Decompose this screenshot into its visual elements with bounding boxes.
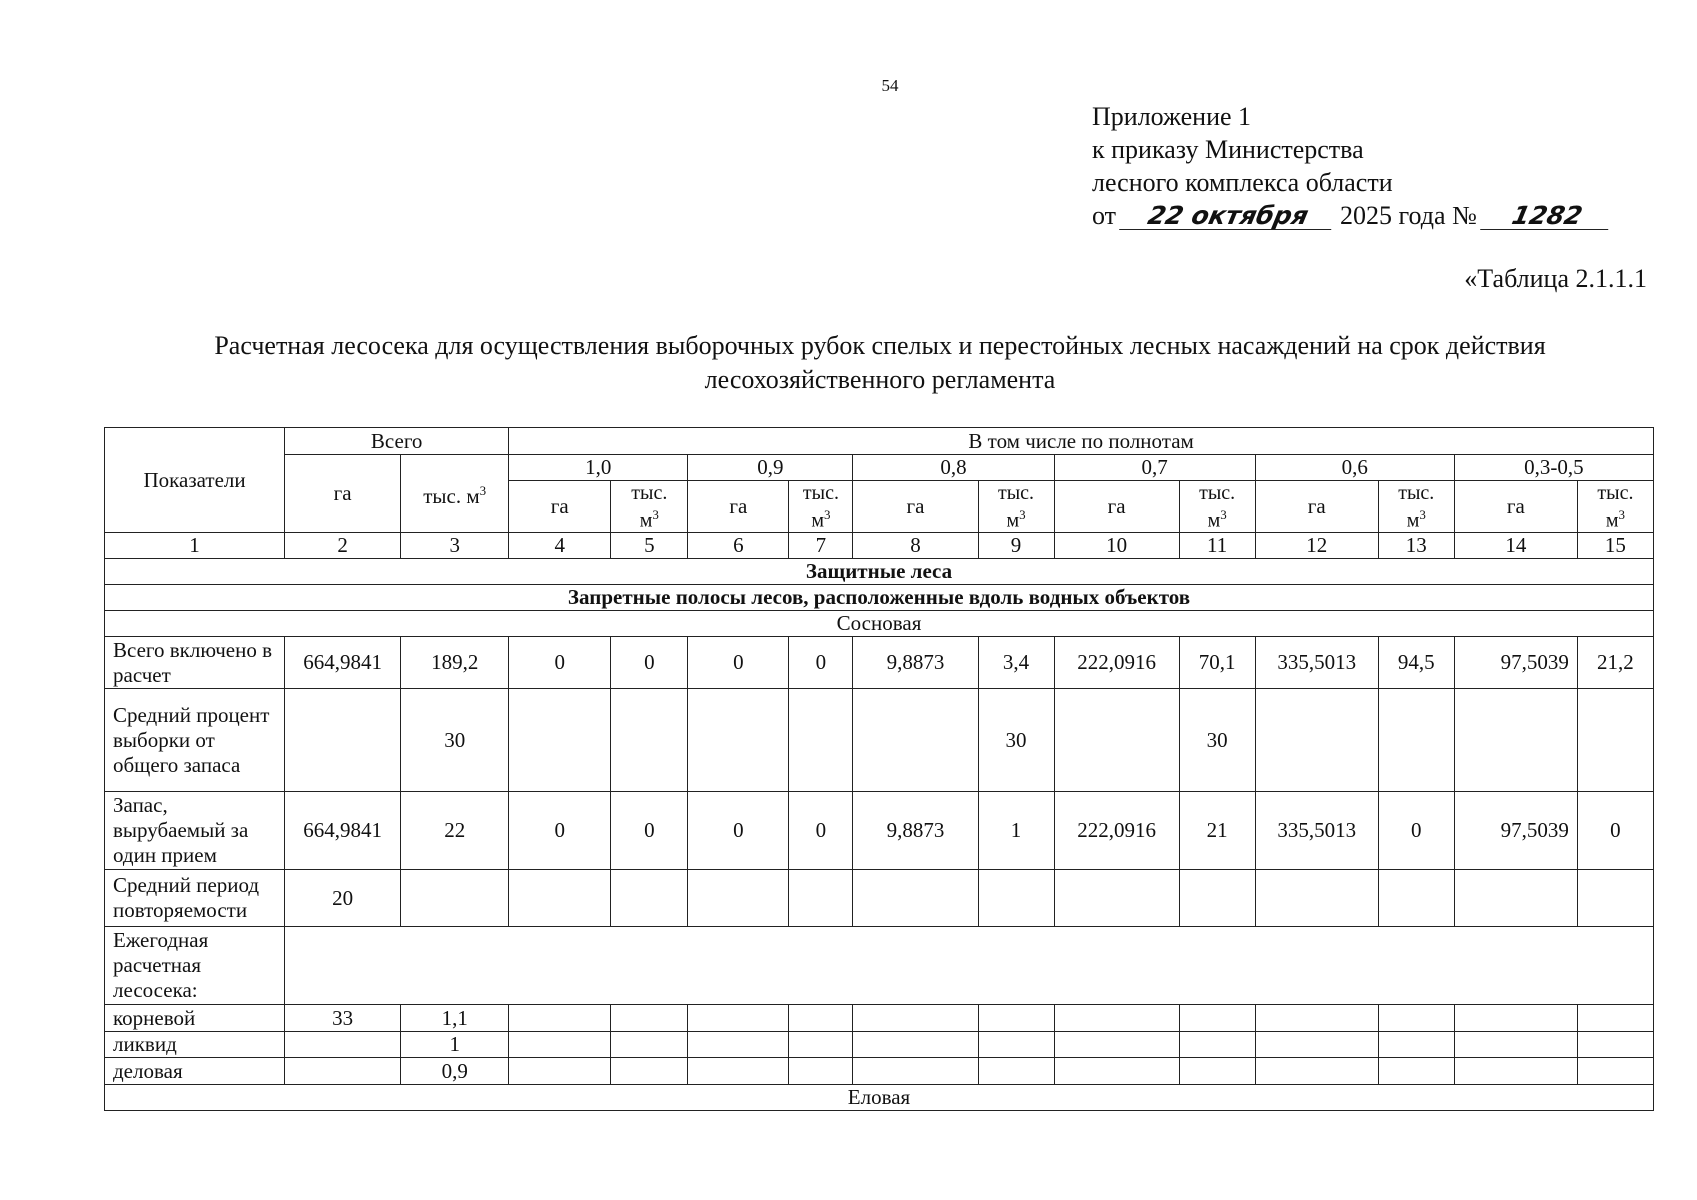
table-cell: 1 xyxy=(978,792,1054,870)
table-cell xyxy=(688,870,789,927)
table-cell xyxy=(789,1005,853,1032)
column-number: 1 xyxy=(105,533,285,559)
table-cell xyxy=(1255,1005,1378,1032)
handwritten-order-number: 1282 xyxy=(1480,203,1614,230)
column-number: 15 xyxy=(1577,533,1653,559)
table-cell xyxy=(1378,870,1454,927)
header-ha: га xyxy=(1255,481,1378,533)
header-volume: тыс. $м^3$ xyxy=(1378,481,1454,533)
appendix-year: 2025 года № xyxy=(1340,201,1477,230)
table-cell: 0 xyxy=(789,637,853,689)
column-number: 12 xyxy=(1255,533,1378,559)
header-row-1 xyxy=(105,428,1654,455)
section-row-strips xyxy=(105,585,1654,611)
section-row-protective xyxy=(105,559,1654,585)
header-ha: га xyxy=(853,481,978,533)
table-cell: 0 xyxy=(509,637,611,689)
table-cell xyxy=(1577,1032,1653,1058)
table-cell: 30 xyxy=(1179,689,1255,792)
table-cell xyxy=(611,1058,688,1085)
column-number: 13 xyxy=(1378,533,1454,559)
table-cell xyxy=(611,1005,688,1032)
column-number: 3 xyxy=(401,533,509,559)
table-cell xyxy=(1378,689,1454,792)
table-cell xyxy=(789,1058,853,1085)
table-row xyxy=(105,1032,1654,1058)
table-cell xyxy=(789,1032,853,1058)
header-density-1-0: 1,0 xyxy=(509,455,688,481)
table-cell xyxy=(688,1005,789,1032)
row-label: Запас, вырубаемый за один прием xyxy=(105,792,285,870)
table-cell: 0 xyxy=(688,792,789,870)
table-cell xyxy=(853,689,978,792)
section-forbidden-strips: Запретные полосы лесов, расположенные вдоль водных объектов xyxy=(105,585,1654,611)
table-cell: 335,5013 xyxy=(1255,637,1378,689)
section-protective-forests: Защитные леса xyxy=(105,559,1654,585)
header-ha: га xyxy=(1454,481,1577,533)
row-label: Средний период повторяемости xyxy=(105,870,285,927)
appendix-line-4 xyxy=(1092,199,1611,232)
table-cell xyxy=(1054,1032,1179,1058)
row-label: Всего включено в расчет xyxy=(105,637,285,689)
table-cell: 664,9841 xyxy=(285,637,401,689)
header-ha: га xyxy=(688,481,789,533)
table-cell xyxy=(1255,1032,1378,1058)
document-title: Расчетная лесосека для осуществления выборочных рубок спелых и перестойных лесных насаждений на срок действия лесохозяйственного регламента xyxy=(214,331,1546,394)
table-cell xyxy=(509,870,611,927)
header-indicators: Показатели xyxy=(105,428,285,533)
table-cell xyxy=(1054,1058,1179,1085)
table-cell xyxy=(611,689,688,792)
table-row xyxy=(105,870,1654,927)
row-label: деловая xyxy=(105,1058,285,1085)
page-number: 54 xyxy=(881,76,899,95)
row-label: Ежегодная расчетная лесосека: xyxy=(105,927,285,1005)
column-number: 11 xyxy=(1179,533,1255,559)
row-label: ликвид xyxy=(105,1032,285,1058)
table-cell xyxy=(1577,1005,1653,1032)
table-cell: 189,2 xyxy=(401,637,509,689)
section-spruce: Еловая xyxy=(105,1085,1654,1111)
table-cell: 94,5 xyxy=(1378,637,1454,689)
table-row xyxy=(105,689,1654,792)
column-number: 14 xyxy=(1454,533,1577,559)
table-cell xyxy=(1255,689,1378,792)
table-cell xyxy=(1454,1005,1577,1032)
table-cell: 1 xyxy=(401,1032,509,1058)
header-including: В том числе по полнотам xyxy=(509,428,1654,455)
table-cell xyxy=(1255,1058,1378,1085)
table-cell xyxy=(789,870,853,927)
header-density-0-6: 0,6 xyxy=(1255,455,1454,481)
table-cell: 0 xyxy=(789,792,853,870)
table-cell xyxy=(611,1032,688,1058)
table-cell: 97,5039 xyxy=(1454,792,1577,870)
table-cell: 222,0916 xyxy=(1054,637,1179,689)
section-row-pine xyxy=(105,611,1654,637)
table-cell xyxy=(978,1058,1054,1085)
header-volume: тыс. $м^3$ xyxy=(789,481,853,533)
table-cell: 33 xyxy=(285,1005,401,1032)
header-density-0-8: 0,8 xyxy=(853,455,1054,481)
section-pine: Сосновая xyxy=(105,611,1654,637)
table-cell: 97,5039 xyxy=(1454,637,1577,689)
table-cell xyxy=(688,1058,789,1085)
table-cell: 21,2 xyxy=(1577,637,1653,689)
table-cell: 9,8873 xyxy=(853,637,978,689)
table-cell-merged xyxy=(285,927,1654,1005)
appendix-line-2: к приказу Министерства xyxy=(1092,135,1364,164)
table-cell: 0,9 xyxy=(401,1058,509,1085)
table-cell: 3,4 xyxy=(978,637,1054,689)
header-density-0-7: 0,7 xyxy=(1054,455,1255,481)
appendix-line-1: Приложение 1 xyxy=(1092,102,1252,131)
header-total-volume: тыс. $м^3$ xyxy=(401,455,509,533)
table-cell xyxy=(509,689,611,792)
table-cell xyxy=(853,1032,978,1058)
table-cell xyxy=(1054,870,1179,927)
column-number: 8 xyxy=(853,533,978,559)
table-cell xyxy=(688,1032,789,1058)
table-cell xyxy=(1454,1058,1577,1085)
header-volume: тыс. $м^3$ xyxy=(1179,481,1255,533)
table-cell: 335,5013 xyxy=(1255,792,1378,870)
column-number: 6 xyxy=(688,533,789,559)
table-cell xyxy=(509,1032,611,1058)
section-row-spruce xyxy=(105,1085,1654,1111)
table-cell xyxy=(853,1005,978,1032)
header-density-0-3-0-5: 0,3-0,5 xyxy=(1454,455,1653,481)
appendix-line-3: лесного комплекса области xyxy=(1092,168,1393,197)
table-cell xyxy=(1054,689,1179,792)
table-cell: 0 xyxy=(611,637,688,689)
table-cell xyxy=(285,1032,401,1058)
table-cell: 21 xyxy=(1179,792,1255,870)
table-cell: 30 xyxy=(978,689,1054,792)
table-row xyxy=(105,637,1654,689)
header-total: Всего xyxy=(285,428,509,455)
table-cell xyxy=(1255,870,1378,927)
row-label: Средний процент выборки от общего запаса xyxy=(105,689,285,792)
column-number-row xyxy=(105,533,1654,559)
column-number: 10 xyxy=(1054,533,1179,559)
table-cell xyxy=(1577,1058,1653,1085)
table-cell xyxy=(1179,1005,1255,1032)
table-row xyxy=(105,1005,1654,1032)
table-cell: 664,9841 xyxy=(285,792,401,870)
table-cell xyxy=(1054,1005,1179,1032)
table-cell xyxy=(401,870,509,927)
table-cell xyxy=(978,1032,1054,1058)
table-row xyxy=(105,1058,1654,1085)
table-row xyxy=(105,792,1654,870)
table-cell: 9,8873 xyxy=(853,792,978,870)
table-cell xyxy=(285,1058,401,1085)
column-number: 7 xyxy=(789,533,853,559)
table-cell: 0 xyxy=(509,792,611,870)
table-cell xyxy=(978,870,1054,927)
handwritten-date: 22 октября xyxy=(1119,203,1337,230)
table-cell xyxy=(853,870,978,927)
table-cell: 0 xyxy=(688,637,789,689)
table-cell xyxy=(853,1058,978,1085)
column-number: 2 xyxy=(285,533,401,559)
header-volume: тыс. $м^3$ xyxy=(1577,481,1653,533)
table-cell xyxy=(1577,689,1653,792)
table-cell xyxy=(789,689,853,792)
column-number: 9 xyxy=(978,533,1054,559)
table-row xyxy=(105,927,1654,1005)
table-cell xyxy=(1378,1058,1454,1085)
table-cell: 70,1 xyxy=(1179,637,1255,689)
table-cell xyxy=(1454,689,1577,792)
header-ha: га xyxy=(1054,481,1179,533)
table-cell xyxy=(1454,1032,1577,1058)
table-cell: 222,0916 xyxy=(1054,792,1179,870)
table-cell xyxy=(285,689,401,792)
header-volume: тыс. $м^3$ xyxy=(611,481,688,533)
table-cell xyxy=(1454,870,1577,927)
column-number: 4 xyxy=(509,533,611,559)
table-cell xyxy=(1179,1032,1255,1058)
table-cell: 0 xyxy=(1378,792,1454,870)
table-cell xyxy=(509,1005,611,1032)
table-cell xyxy=(611,870,688,927)
table-cell: 20 xyxy=(285,870,401,927)
column-number: 5 xyxy=(611,533,688,559)
table-cell: 1,1 xyxy=(401,1005,509,1032)
table-cell xyxy=(1378,1005,1454,1032)
header-total-ha: га xyxy=(285,455,401,533)
table-cell: 30 xyxy=(401,689,509,792)
table-cell: 0 xyxy=(1577,792,1653,870)
row-label: корневой xyxy=(105,1005,285,1032)
table-cell xyxy=(978,1005,1054,1032)
allowable-cut-table xyxy=(104,427,1654,1111)
appendix-from: от xyxy=(1092,201,1117,230)
appendix-block xyxy=(1092,100,1611,232)
header-row-2 xyxy=(105,455,1654,481)
table-cell xyxy=(1577,870,1653,927)
header-volume: тыс. $м^3$ xyxy=(978,481,1054,533)
table-cell: 22 xyxy=(401,792,509,870)
table-cell xyxy=(1179,1058,1255,1085)
table-cell xyxy=(688,689,789,792)
table-cell xyxy=(509,1058,611,1085)
table-cell xyxy=(1378,1032,1454,1058)
table-reference: «Таблица 2.1.1.1 xyxy=(1464,264,1647,293)
header-density-0-9: 0,9 xyxy=(688,455,853,481)
table-cell: 0 xyxy=(611,792,688,870)
header-ha: га xyxy=(509,481,611,533)
table-cell xyxy=(1179,870,1255,927)
